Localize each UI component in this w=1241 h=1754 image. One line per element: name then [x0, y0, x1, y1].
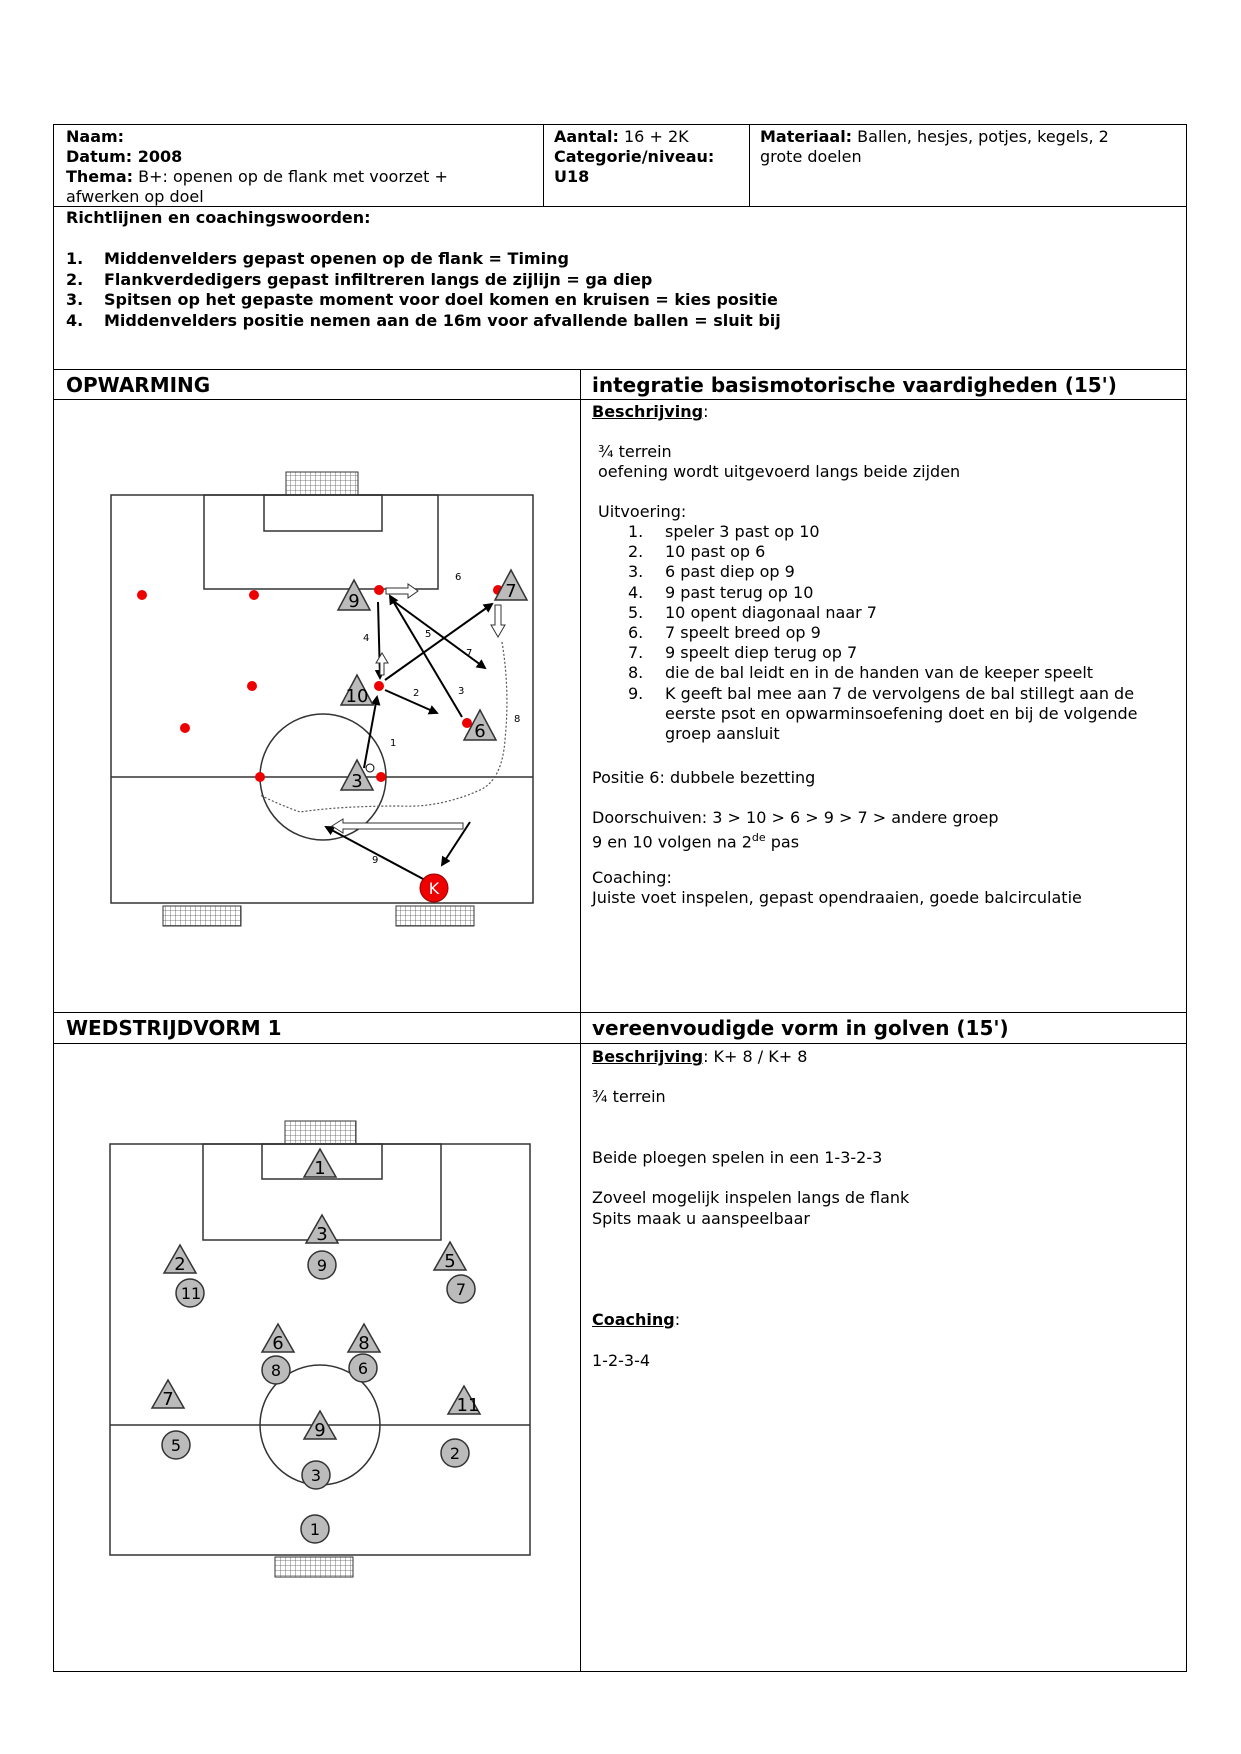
team-a-label: 8: [358, 1333, 370, 1354]
cone: [376, 772, 386, 782]
cone: [255, 772, 265, 782]
run-arrow-7: [491, 605, 505, 637]
guidelines-title: Richtlijnen en coachingswoorden:: [66, 208, 371, 227]
guideline-num: 2.: [66, 269, 84, 289]
cone: [137, 590, 147, 600]
step-item: [628, 603, 1173, 623]
materiaal-line: [760, 127, 1109, 147]
categorie-label: Categorie/niveau:: [554, 147, 715, 166]
team-b-label: 7: [455, 1280, 467, 1299]
match-diagram: [100, 1115, 550, 1580]
match-top-line: [53, 1012, 1187, 1013]
cone: [249, 590, 259, 600]
match-coaching-label: Coaching: [592, 1310, 675, 1329]
thema-value: B+: openen op de flank met voorzet +: [138, 167, 448, 186]
team-a-label: 3: [316, 1224, 328, 1245]
pass-number: 5: [425, 629, 432, 640]
step-item: [628, 542, 1173, 562]
match-spits: Spits maak u aanspeelbaar: [592, 1209, 810, 1228]
header-bottom-line: [53, 206, 1187, 207]
datum-label: Datum: 2008: [66, 147, 183, 166]
warmup-positie6: Positie 6: dubbele bezetting: [592, 768, 816, 787]
categorie-value: U18: [554, 167, 590, 186]
team-a-label: 1: [314, 1158, 326, 1179]
warmup-desc-colon: :: [703, 402, 709, 421]
warmup-volgen-post: pas: [765, 832, 800, 852]
match-terrain: ¾ terrein: [592, 1087, 666, 1106]
step-num: 8.: [628, 663, 644, 683]
warmup-steps: [628, 522, 1173, 744]
top-goal: [286, 472, 358, 495]
match-flank: Zoveel mogelijk inspelen langs de flank: [592, 1188, 910, 1207]
header-divider-1: [543, 124, 544, 207]
step-num: 7.: [628, 643, 644, 663]
step-text: 7 speelt breed op 9: [665, 623, 821, 643]
warmup-coaching-text: Juiste voet inspelen, gepast opendraaien, goede balcirculatie: [592, 888, 1082, 907]
aantal-label: Aantal:: [554, 127, 619, 146]
materiaal-value: Ballen, hesjes, potjes, kegels, 2: [857, 127, 1109, 146]
player-label: 3: [351, 771, 363, 792]
guideline-text: Middenvelders gepast openen op de flank = Timing: [104, 249, 569, 268]
step-item: [628, 684, 1173, 745]
step-item: [628, 623, 1173, 643]
naam-label: Naam:: [66, 127, 125, 146]
step-num: 1.: [628, 522, 644, 541]
team-b-label: 9: [316, 1256, 328, 1275]
team-a-label: 6: [272, 1333, 284, 1354]
warmup-title-line: [53, 399, 1187, 400]
team-b-label: 3: [310, 1466, 322, 1485]
bottom-goal-right: [396, 906, 474, 926]
step-num: 3.: [628, 562, 644, 582]
step-item: [628, 643, 1173, 663]
pass-number: 3: [458, 686, 465, 697]
bottom-goal-left: [163, 906, 241, 926]
aantal-value: 16 + 2K: [624, 127, 689, 146]
thema-label: Thema:: [66, 167, 134, 186]
keeper-label: K: [428, 879, 440, 898]
pass-number: 2: [413, 688, 420, 699]
team-a-label: 9: [314, 1420, 326, 1441]
match-desc-line: [592, 1047, 807, 1067]
run-arrow-10: [376, 653, 388, 675]
step-text: 10 opent diagonaal naar 7: [665, 602, 877, 622]
pass-number: 9: [372, 855, 379, 866]
guideline-item: [66, 311, 781, 332]
team-a-label: 2: [174, 1254, 186, 1275]
player-label: 10: [345, 686, 369, 707]
step-num: 2.: [628, 542, 644, 562]
match-coaching-colon: :: [674, 1310, 681, 1329]
guidelines-bottom-line: [53, 369, 1187, 370]
warmup-volgen: [592, 828, 799, 852]
warmup-both-sides: oefening wordt uitgevoerd langs beide zijden: [598, 462, 961, 481]
warmup-subtitle: integratie basismotorische vaardigheden (15'): [592, 373, 1117, 397]
step-num: 9.: [628, 683, 644, 703]
match-formation: Beide ploegen spelen in een 1-3-2-3: [592, 1148, 883, 1167]
penalty-box: [204, 495, 438, 589]
step-text: speler 3 past op 10: [665, 522, 820, 541]
warmup-volgen-pre: 9 en 10 volgen na 2: [592, 832, 752, 852]
team-b-label: 11: [180, 1284, 202, 1303]
step-item: [628, 663, 1173, 683]
team-a-label: 5: [444, 1251, 456, 1272]
guideline-text: Spitsen op het gepaste moment voor doel komen en kruisen = kies positie: [104, 290, 778, 309]
pass-arrow-1: [364, 697, 377, 768]
step-num: 4.: [628, 582, 644, 602]
goal-box: [264, 495, 382, 531]
bottom-goal: [275, 1557, 353, 1577]
player-label: 6: [474, 721, 486, 742]
top-goal: [285, 1121, 356, 1144]
guideline-text: Flankverdedigers gepast infiltreren langs de zijlijn = ga diep: [104, 269, 653, 289]
match-subtitle: vereenvoudigde vorm in golven (15'): [592, 1016, 1009, 1040]
pass-number: 7: [466, 648, 473, 659]
warmup-volgen-sup: de: [751, 831, 766, 844]
pass-arrow-2: [385, 690, 437, 713]
step-text: K geeft bal mee aan 7 de vervolgens de bal stillegt aan de eerste psot en opwarminsoefening doet en bij de volgende groep aansluit: [665, 683, 1138, 744]
step-text: 9 speelt diep terug op 7: [665, 643, 858, 663]
team-a-label: 11: [456, 1395, 480, 1416]
match-coaching-line: [592, 1310, 680, 1330]
step-text: die de bal leidt en in de handen van de keeper speelt: [665, 663, 1094, 683]
team-a-label: 7: [162, 1389, 174, 1410]
warmup-coaching-label: Coaching:: [592, 868, 672, 887]
thema-line: [66, 167, 448, 187]
team-b-label: 2: [449, 1444, 461, 1463]
materiaal-value-2: grote doelen: [760, 147, 862, 166]
cone: [180, 723, 190, 733]
team-b-label: 1: [309, 1520, 321, 1539]
guidelines-list: [66, 249, 781, 331]
match-title: WEDSTRIJDVORM 1: [66, 1016, 282, 1040]
step-item: [628, 522, 1173, 542]
team-b-label: 8: [270, 1361, 282, 1380]
step-item: [628, 583, 1173, 603]
pass-number: 8: [514, 714, 521, 725]
guideline-item: [66, 270, 781, 291]
cone: [374, 585, 384, 595]
guideline-item: [66, 249, 781, 270]
step-num: 6.: [628, 623, 644, 643]
warmup-uitvoering: Uitvoering:: [598, 502, 687, 521]
guideline-item: [66, 290, 781, 311]
step-text: 10 past op 6: [665, 542, 766, 562]
pass-number: 6: [455, 572, 462, 583]
warmup-title: OPWARMING: [66, 373, 211, 397]
run-arrow-3: [332, 819, 463, 833]
warmup-desc-line: [592, 402, 708, 422]
step-text: 9 past terug op 10: [665, 582, 814, 602]
match-desc-value: : K+ 8 / K+ 8: [703, 1047, 808, 1066]
guideline-num: 3.: [66, 290, 84, 309]
step-text: 6 past diep op 9: [665, 562, 795, 582]
pitch-outline: [110, 1144, 530, 1555]
player-label: 7: [505, 581, 517, 602]
materiaal-label: Materiaal:: [760, 127, 853, 146]
step-num: 5.: [628, 602, 644, 622]
match-desc-label: Beschrijving: [592, 1047, 704, 1066]
warmup-diagram: [100, 460, 550, 940]
thema-value-2: afwerken op doel: [66, 187, 204, 206]
pass-arrow-3: [390, 596, 465, 717]
match-title-line: [53, 1043, 1187, 1044]
pass-number: 4: [363, 633, 370, 644]
guideline-num: 1.: [66, 249, 84, 268]
cone: [374, 681, 384, 691]
cone: [247, 681, 257, 691]
step-item: [628, 562, 1173, 582]
match-coaching-text: 1-2-3-4: [592, 1351, 651, 1370]
team-b-label: 6: [357, 1359, 369, 1378]
team-b-label: 5: [170, 1436, 182, 1455]
ball-icon: [366, 764, 374, 772]
warmup-doorschuiven: Doorschuiven: 3 > 10 > 6 > 9 > 7 > andere groep: [592, 808, 999, 827]
pass-number: 1: [390, 738, 397, 749]
pitch-outline: [111, 495, 533, 903]
warmup-desc-label: Beschrijving: [592, 402, 704, 421]
header-divider-2: [749, 124, 750, 207]
pass-arrow-9: [326, 827, 425, 880]
player-label: 9: [348, 591, 360, 612]
warmup-terrain: ¾ terrein: [598, 442, 672, 461]
guideline-num: 4.: [66, 310, 84, 330]
warmup-column-divider: [580, 369, 581, 1672]
aantal-line: [554, 127, 689, 147]
guideline-text: Middenvelders positie nemen aan de 16m voor afvallende ballen = sluit bij: [104, 310, 781, 330]
